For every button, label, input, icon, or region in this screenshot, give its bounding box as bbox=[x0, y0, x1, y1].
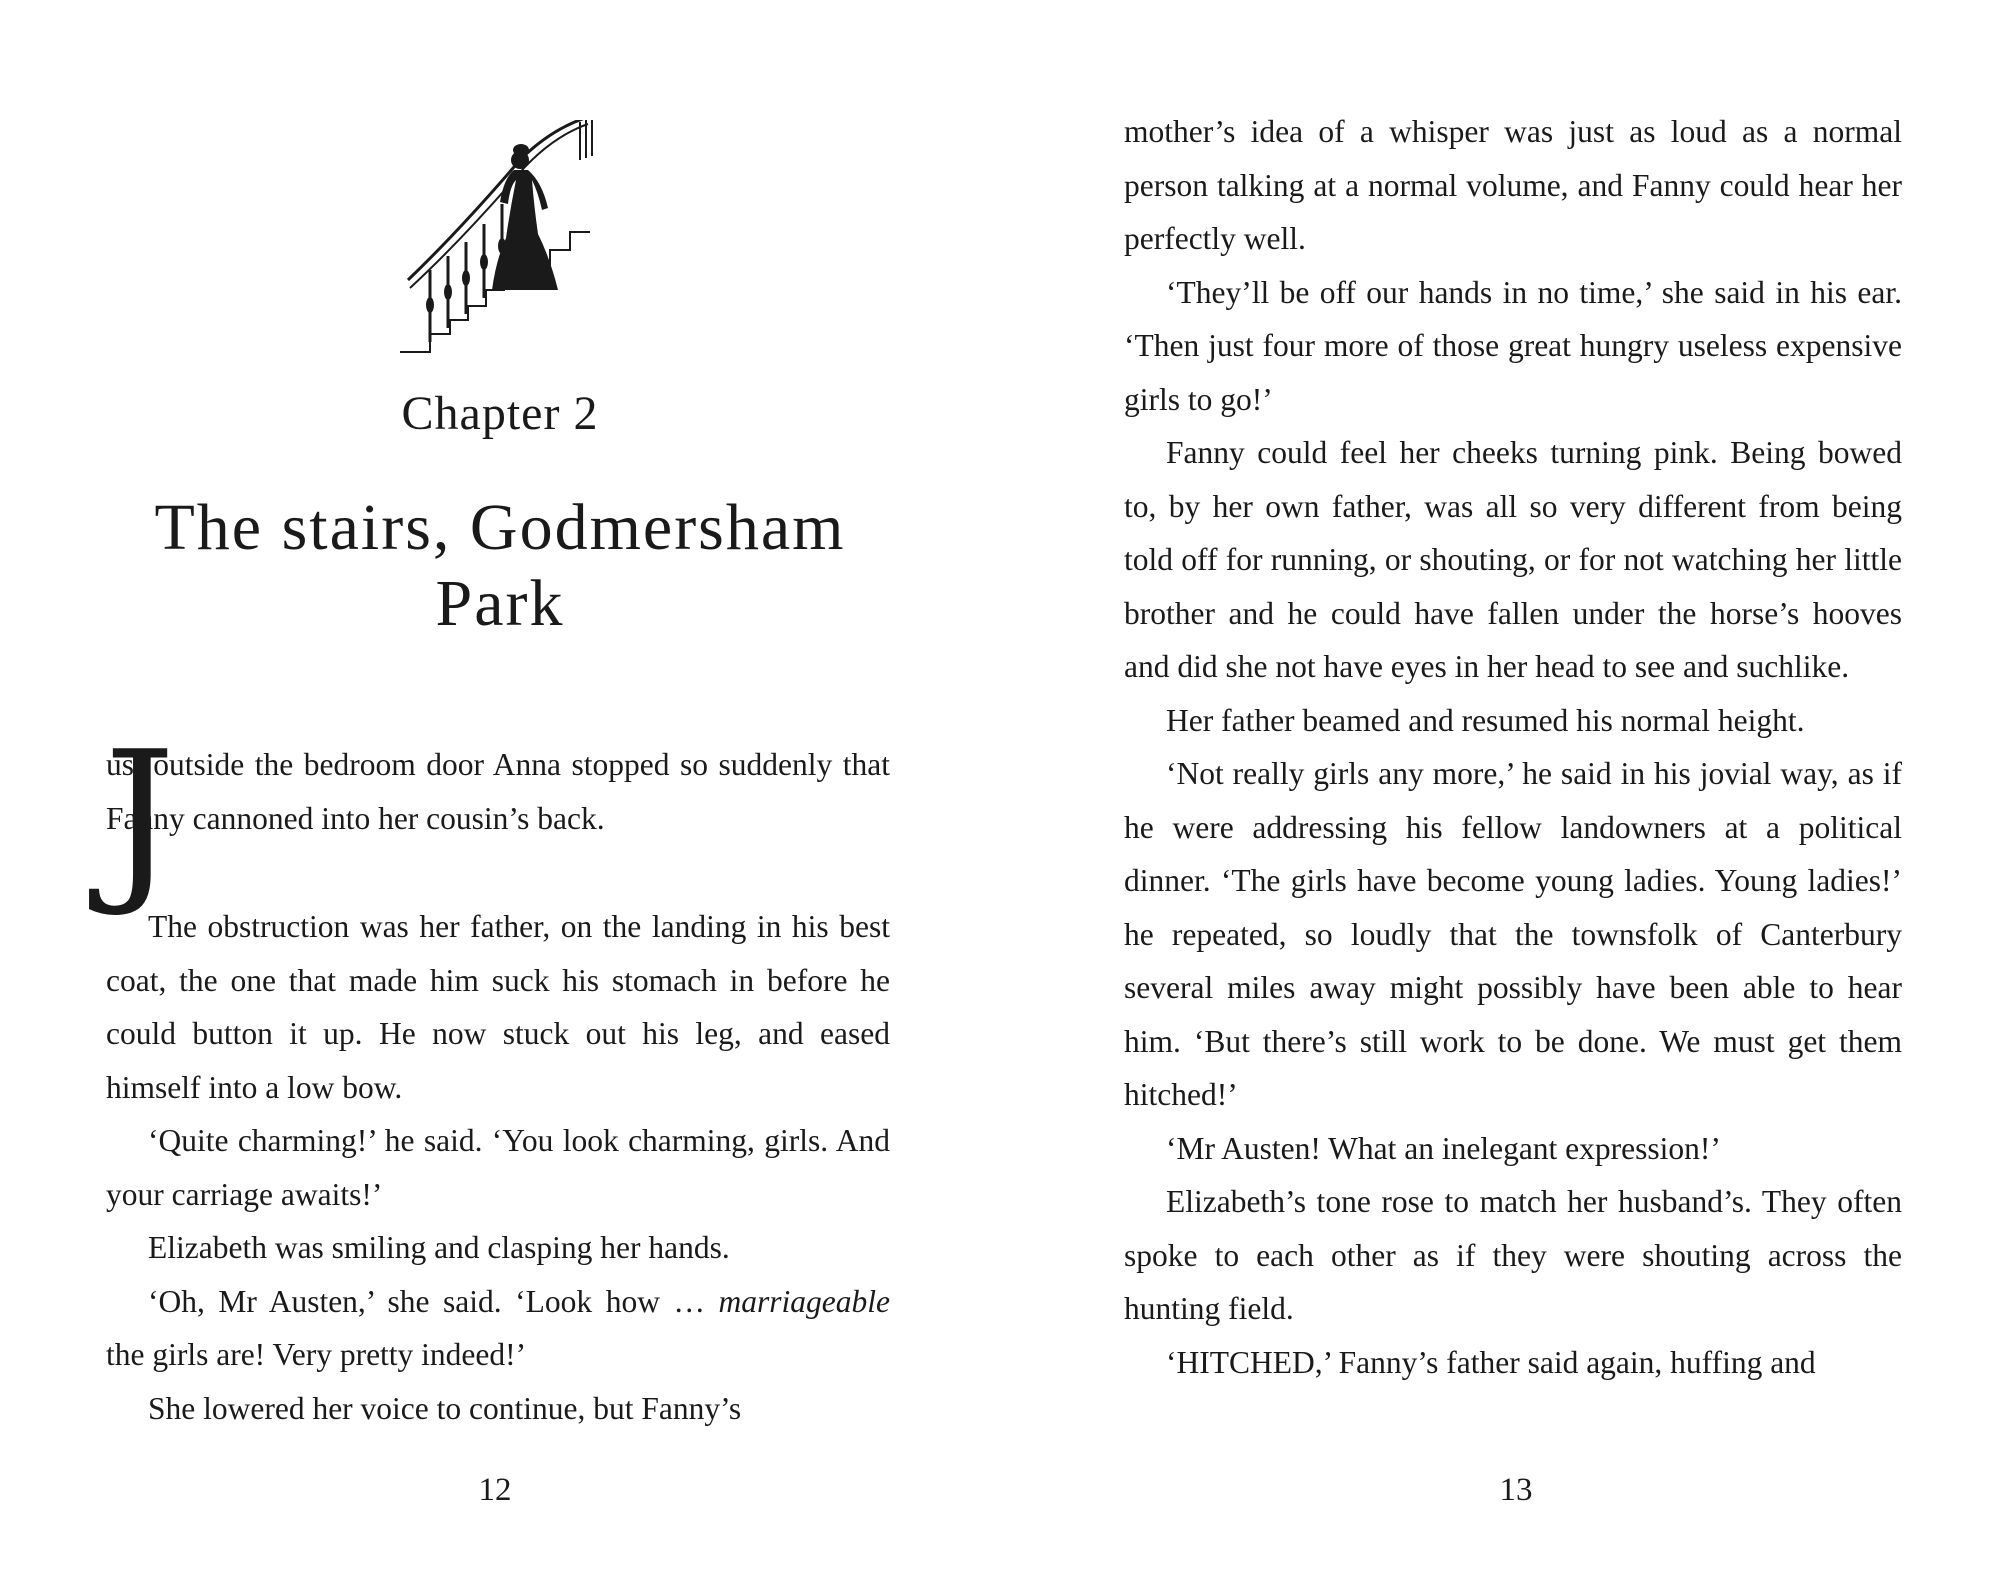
paragraph: ‘They’ll be off our hands in no time,’ she said in his ear. ‘Then just four more of those great hungry useless expensive girls to go!’ bbox=[1124, 274, 1902, 417]
paragraph: ‘HITCHED,’ Fanny’s father said again, huffing and bbox=[1166, 1344, 1816, 1380]
paragraph: The obstruction was her father, on the landing in his best coat, the one that made him suck his stomach in before he could button it up. He now stuck out his leg, and eased himself into a low bow. bbox=[106, 909, 890, 1105]
chapter-label: Chapter 2 bbox=[401, 387, 599, 440]
chapter-title: The stairs, Godmersham Park bbox=[154, 491, 846, 640]
paragraph: ‘Quite charming!’ he said. ‘You look charming, girls. And your carriage awaits!’ bbox=[106, 1123, 890, 1212]
right-page bbox=[1000, 0, 2000, 1576]
paragraph: ‘Mr Austen! What an inelegant expression!’ bbox=[1166, 1130, 1721, 1166]
paragraph-with-italic bbox=[106, 1275, 890, 1382]
left-page-body bbox=[104, 713, 890, 1435]
italic-word: marriageable bbox=[718, 1283, 890, 1319]
drop-cap: J bbox=[104, 713, 176, 920]
quote-before: ‘Oh, Mr Austen,’ she said. ‘Look how … bbox=[148, 1283, 719, 1319]
continued-paragraph: mother’s idea of a whisper was just as loud as a normal person talking at a normal volume, and Fanny could hear her perfectly well. bbox=[1124, 114, 1902, 256]
paragraph: She lowered her voice to continue, but Fanny’s bbox=[148, 1390, 742, 1426]
page-number: 13 bbox=[1499, 1472, 1533, 1508]
page-number: 12 bbox=[478, 1472, 512, 1508]
paragraph: Elizabeth’s tone rose to match her husband’s. They often spoke to each other as if they were shouting across the hunting field. bbox=[1124, 1184, 1902, 1326]
first-paragraph bbox=[104, 713, 890, 920]
quote-after: the girls are! Very pretty indeed!’ bbox=[106, 1337, 527, 1372]
first-paragraph-text: ust outside the bedroom door Anna stopped so suddenly that Fanny cannoned into her cousin’s back. bbox=[106, 747, 890, 836]
paragraph: Elizabeth was smiling and clasping her hands. bbox=[148, 1230, 730, 1265]
paragraph: Fanny could feel her cheeks turning pink. Being bowed to, by her own father, was all so very different from being told off for running, or shouting, or for not watching her little brother and he could have fallen under the horse’s hooves and did she not have eyes in her head to see and suchlike. bbox=[1124, 435, 1902, 684]
paragraph: ‘Not really girls any more,’ he said in his jovial way, as if he were addressing his fellow landowners at a political dinner. ‘The girls have become young ladies. Young ladies!’ he repeated, so loudly that the townsfolk of Canterbury several miles away might possibly have been able to hear him. ‘But there’s still work to be done. We must get them hitched!’ bbox=[1124, 756, 1902, 1112]
woman-on-staircase-illustration bbox=[400, 120, 600, 360]
paragraph: Her father beamed and resumed his normal height. bbox=[1166, 702, 1805, 738]
right-page-body bbox=[1124, 105, 1902, 1389]
